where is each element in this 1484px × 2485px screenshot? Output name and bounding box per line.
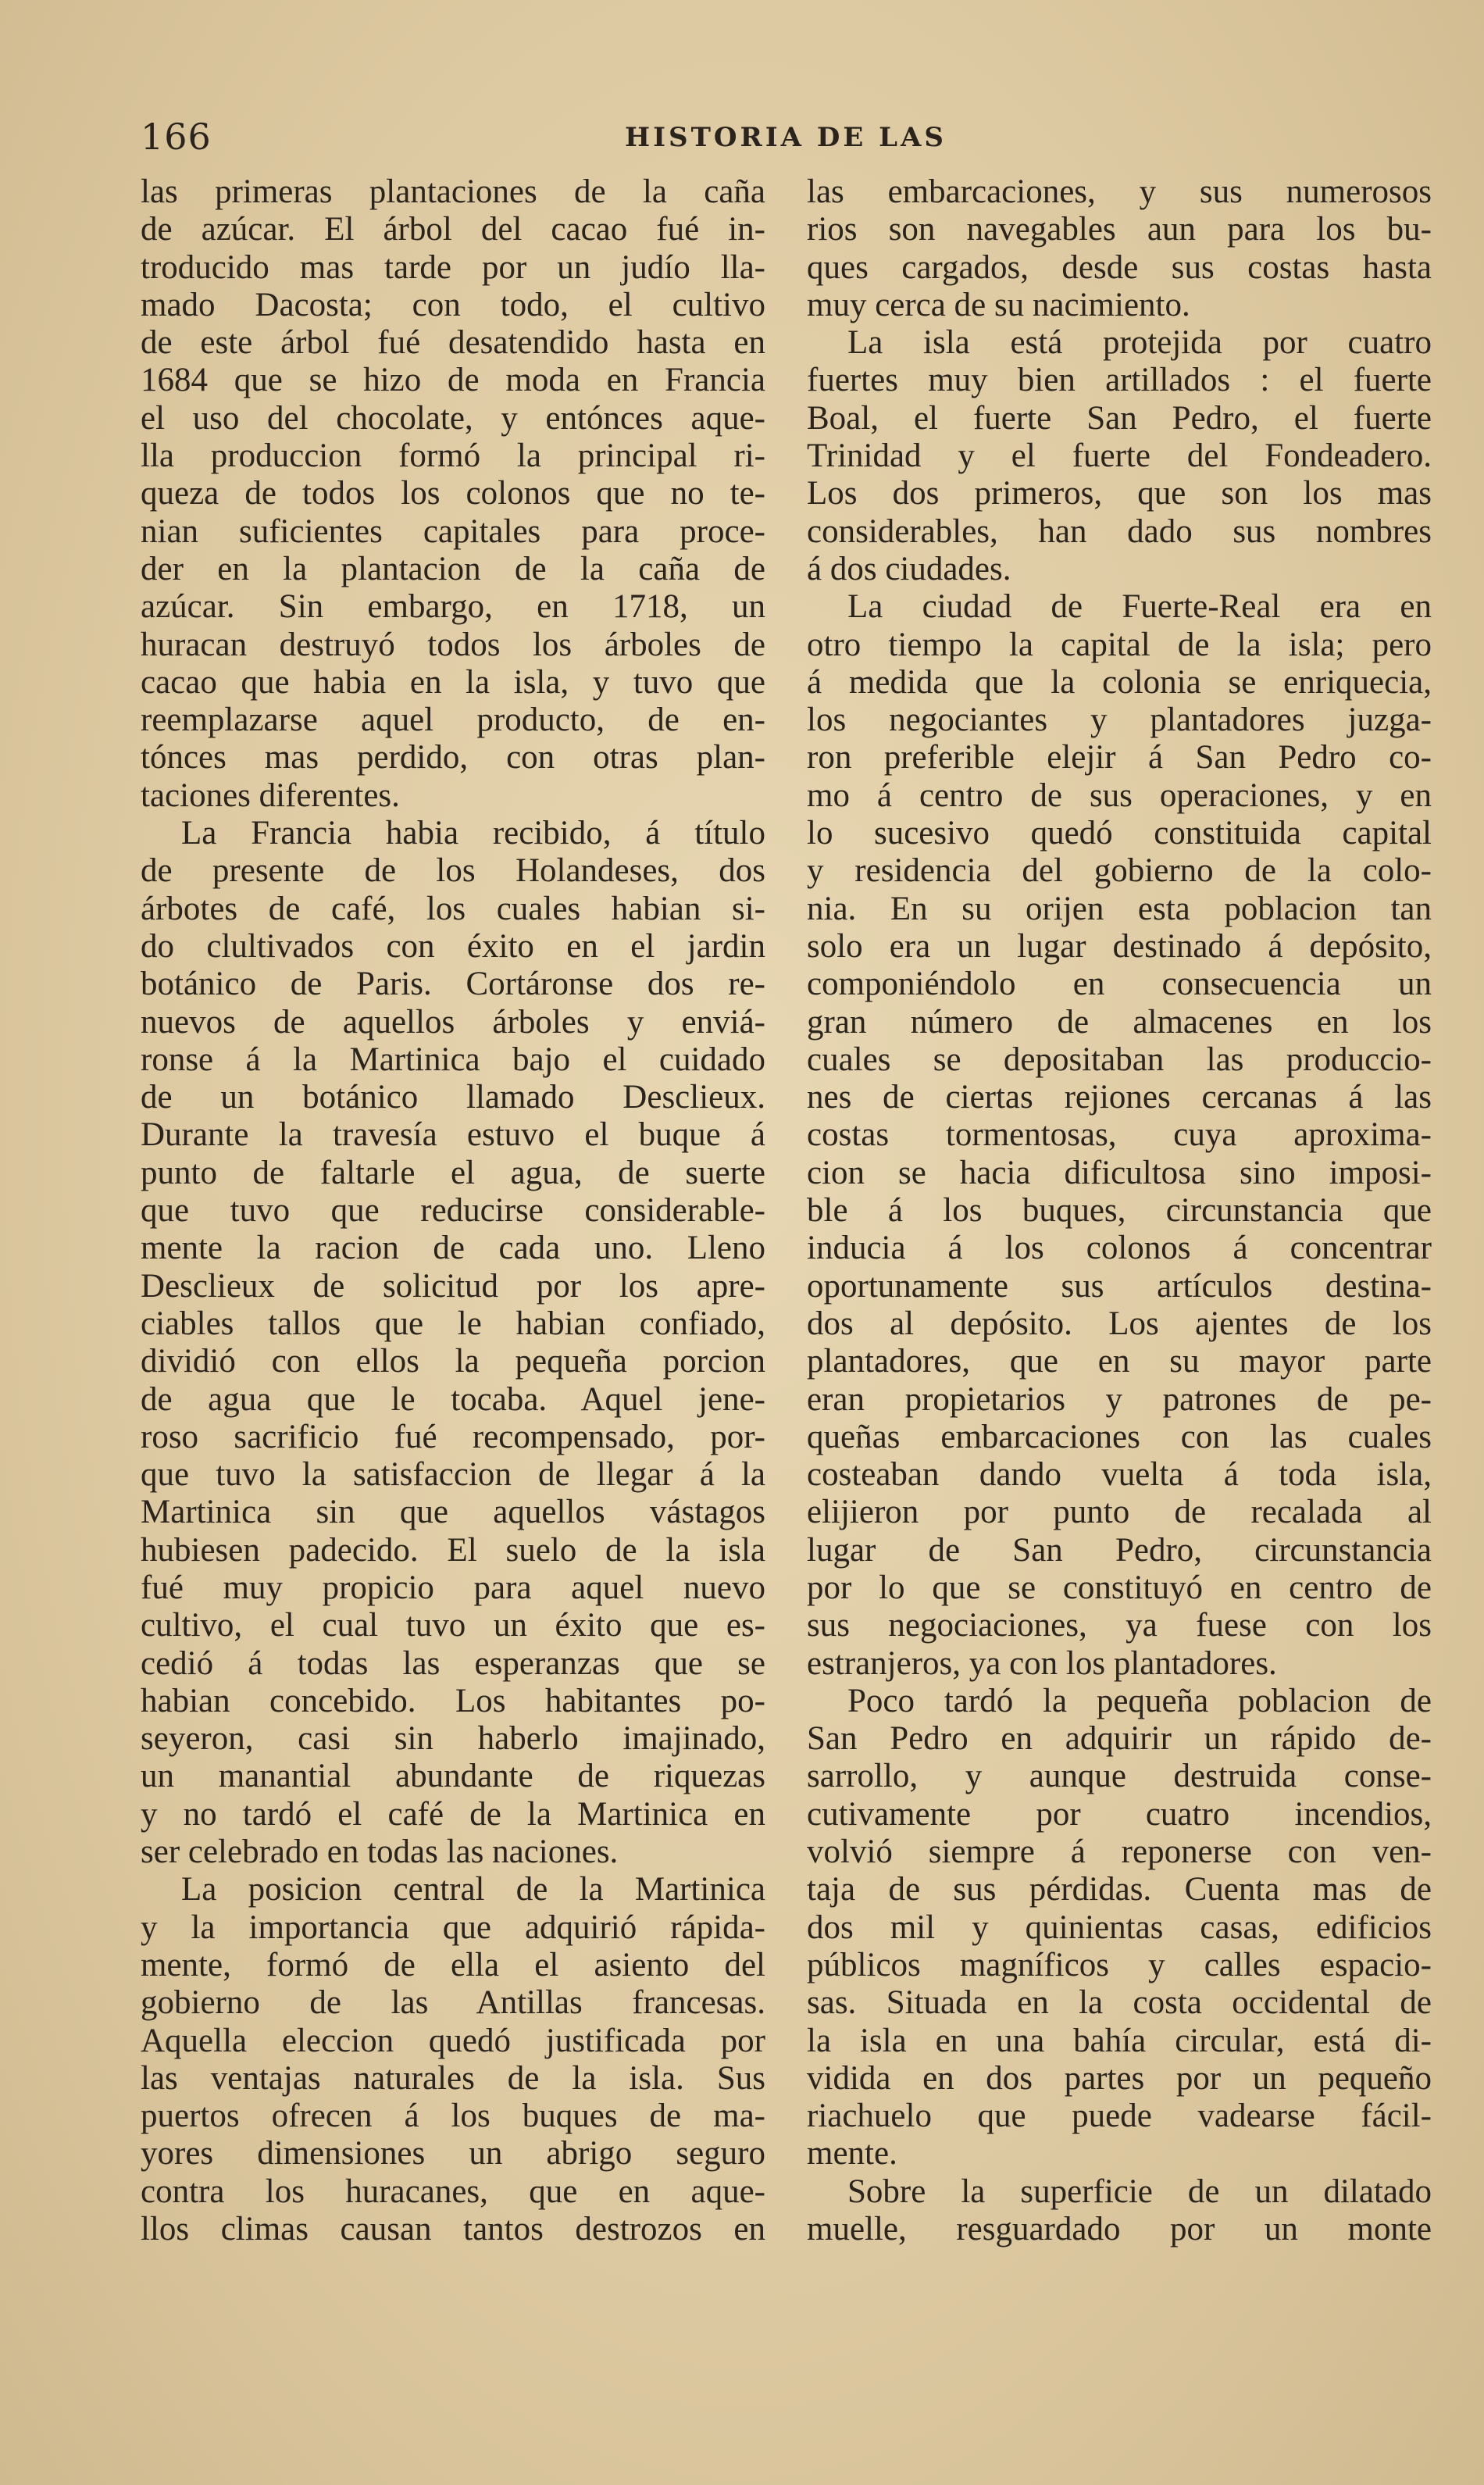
text-line: la isla en una bahía circular, está di- [807,2022,1432,2059]
text-line: á medida que la colonia se enriquecia, [807,663,1432,701]
text-line: puertos ofrecen á los buques de ma- [141,2098,765,2135]
text-line: Boal, el fuerte San Pedro, el fuerte [807,399,1432,437]
text-line: yores dimensiones un abrigo seguro [141,2135,765,2173]
right-column [807,173,1432,2248]
text-line: La Francia habia recibido, á título [181,815,765,852]
text-line: costeaban dando vuelta á toda isla, [807,1456,1432,1494]
text-line: mente, formó de ella el asiento del [141,1946,765,1983]
text-line: Desclieux de solicitud por los apre- [141,1267,765,1305]
text-line: mente. [807,2135,897,2173]
text-line: las primeras plantaciones de la caña [141,173,765,210]
text-line: ser celebrado en todas las naciones. [141,1833,619,1871]
text-line: La isla está protejida por cuatro [847,324,1432,362]
text-line: las ventajas naturales de la isla. Sus [141,2059,765,2097]
text-line: muelle, resguardado por un monte [807,2211,1432,2248]
text-line: San Pedro en adquirir un rápido de- [807,1720,1432,1758]
text-line: nia. En su orijen esta poblacion tan [807,890,1432,927]
text-line: Los dos primeros, que son los mas [807,475,1432,512]
text-line: ble á los buques, circunstancia que [807,1192,1432,1230]
text-line: seyeron, casi sin haberlo imajinado, [141,1720,765,1758]
text-line: estranjeros, ya con los plantadores. [807,1644,1277,1682]
text-line: públicos magníficos y calles espacio- [807,1946,1432,1983]
text-line: lugar de San Pedro, circunstancia [807,1531,1432,1569]
running-head: HISTORIA DE LAS [625,122,947,153]
text-line: queza de todos los colonos que no te- [141,475,765,512]
text-line: y la importancia que adquirió rápida- [141,1908,765,1946]
text-line: lo sucesivo quedó constituida capital [807,815,1432,852]
text-line: oportunamente sus artículos destina- [807,1267,1432,1305]
text-line: de agua que le tocaba. Aquel jene- [141,1380,765,1418]
text-line: considerables, han dado sus nombres [807,512,1432,550]
text-line: el uso del chocolate, y entónces aque- [141,399,765,437]
page-header [141,116,1437,162]
text-line: que tuvo que reducirse considerable- [141,1192,765,1230]
text-line: cuales se depositaban las produccio- [807,1041,1432,1078]
text-line: huracan destruyó todos los árboles de [141,626,765,663]
text-line: otro tiempo la capital de la isla; pero [807,626,1432,663]
text-line: de este árbol fué desatendido hasta en [141,324,765,362]
text-line: cacao que habia en la isla, y tuvo que [141,663,765,701]
text-line: un manantial abundante de riquezas [141,1758,765,1795]
text-line: rios son navegables aun para los bu- [807,211,1432,248]
text-line: mente la racion de cada uno. Lleno [141,1230,765,1267]
text-line: cultivo, el cual tuvo un éxito que es- [141,1607,765,1644]
text-line: volvió siempre á reponerse con ven- [807,1833,1432,1871]
text-line: Aquella eleccion quedó justificada por [141,2022,765,2059]
text-line: que tuvo la satisfaccion de llegar á la [141,1456,765,1494]
text-line: queñas embarcaciones con las cuales [807,1418,1432,1455]
text-line: dividió con ellos la pequeña porcion [141,1343,765,1380]
text-line: ronse á la Martinica bajo el cuidado [141,1041,765,1078]
text-line: roso sacrificio fué recompensado, por- [141,1418,765,1455]
text-line: der en la plantacion de la caña de [141,550,765,587]
text-line: Durante la travesía estuvo el buque á [141,1116,765,1154]
text-line: gobierno de las Antillas francesas. [141,1984,765,2022]
text-line: La posicion central de la Martinica [181,1871,765,1908]
text-line: sarrollo, y aunque destruida conse- [807,1758,1432,1795]
text-line: hubiesen padecido. El suelo de la isla [141,1531,765,1569]
text-line: punto de faltarle el agua, de suerte [141,1154,765,1191]
text-line: eran propietarios y patrones de pe- [807,1380,1432,1418]
text-line: cion se hacia dificultosa sino imposi- [807,1154,1432,1191]
text-line: muy cerca de su nacimiento. [807,286,1190,323]
text-line: vidida en dos partes por un pequeño [807,2059,1432,2097]
text-line: gran número de almacenes en los [807,1003,1432,1041]
text-line: Martinica sin que aquellos vástagos [141,1494,765,1531]
text-line: y no tardó el café de la Martinica en [141,1795,765,1833]
text-line: dos al depósito. Los ajentes de los [807,1305,1432,1342]
text-line: y residencia del gobierno de la colo- [807,852,1432,890]
text-line: taciones diferentes. [141,777,400,814]
text-line: dos mil y quinientas casas, edificios [807,1908,1432,1946]
text-line: cedió á todas las esperanzas que se [141,1644,765,1682]
text-line: á dos ciudades. [807,550,1011,587]
text-line: solo era un lugar destinado á depósito, [807,927,1432,965]
text-line: nes de ciertas rejiones cercanas á las [807,1079,1432,1116]
text-line: botánico de Paris. Cortáronse dos re- [141,966,765,1003]
text-line: fuertes muy bien artillados : el fuerte [807,362,1432,399]
text-line: los negociantes y plantadores juzga- [807,702,1432,739]
text-line: troducido mas tarde por un judío lla- [141,248,765,286]
text-line: elijieron por punto de recalada al [807,1494,1432,1531]
text-line: do clultivados con éxito en el jardin [141,927,765,965]
text-line: cutivamente por cuatro incendios, [807,1795,1432,1833]
text-line: contra los huracanes, que en aque- [141,2173,765,2210]
text-line: las embarcaciones, y sus numerosos [807,173,1432,210]
text-line: componiéndolo en consecuencia un [807,966,1432,1003]
text-line: mado Dacosta; con todo, el cultivo [141,286,765,323]
text-line: Poco tardó la pequeña poblacion de [847,1682,1432,1719]
text-line: taja de sus pérdidas. Cuenta mas de [807,1871,1432,1908]
text-line: fué muy propicio para aquel nuevo [141,1569,765,1606]
text-line: ciables tallos que le habian confiado, [141,1305,765,1342]
page-number: 166 [141,116,212,158]
text-line: de un botánico llamado Desclieux. [141,1079,765,1116]
text-line: azúcar. Sin embargo, en 1718, un [141,588,765,626]
text-line: habian concebido. Los habitantes po- [141,1682,765,1719]
text-line: llos climas causan tantos destrozos en [141,2211,765,2248]
text-line: ques cargados, desde sus costas hasta [807,248,1432,286]
text-line: sus negociaciones, ya fuese con los [807,1607,1432,1644]
left-column [141,173,765,2248]
text-line: riachuelo que puede vadearse fácil- [807,2098,1432,2135]
text-line: lla produccion formó la principal ri- [141,437,765,475]
text-line: árbotes de café, los cuales habian si- [141,890,765,927]
text-line: por lo que se constituyó en centro de [807,1569,1432,1606]
text-line: La ciudad de Fuerte-Real era en [847,588,1432,626]
text-line: mo á centro de sus operaciones, y en [807,777,1432,814]
text-line: plantadores, que en su mayor parte [807,1343,1432,1380]
text-line: de azúcar. El árbol del cacao fué in- [141,211,765,248]
text-line: 1684 que se hizo de moda en Francia [141,362,765,399]
text-line: Trinidad y el fuerte del Fondeadero. [807,437,1432,475]
text-line: de presente de los Holandeses, dos [141,852,765,890]
text-line: nian suficientes capitales para proce- [141,512,765,550]
text-line: Sobre la superficie de un dilatado [847,2173,1432,2210]
text-line: inducia á los colonos á concentrar [807,1230,1432,1267]
text-line: sas. Situada en la costa occidental de [807,1984,1432,2022]
text-line: ron preferible elejir á San Pedro co- [807,739,1432,777]
text-line: tónces mas perdido, con otras plan- [141,739,765,777]
text-line: nuevos de aquellos árboles y enviá- [141,1003,765,1041]
text-line: costas tormentosas, cuya aproxima- [807,1116,1432,1154]
text-line: reemplazarse aquel producto, de en- [141,702,765,739]
